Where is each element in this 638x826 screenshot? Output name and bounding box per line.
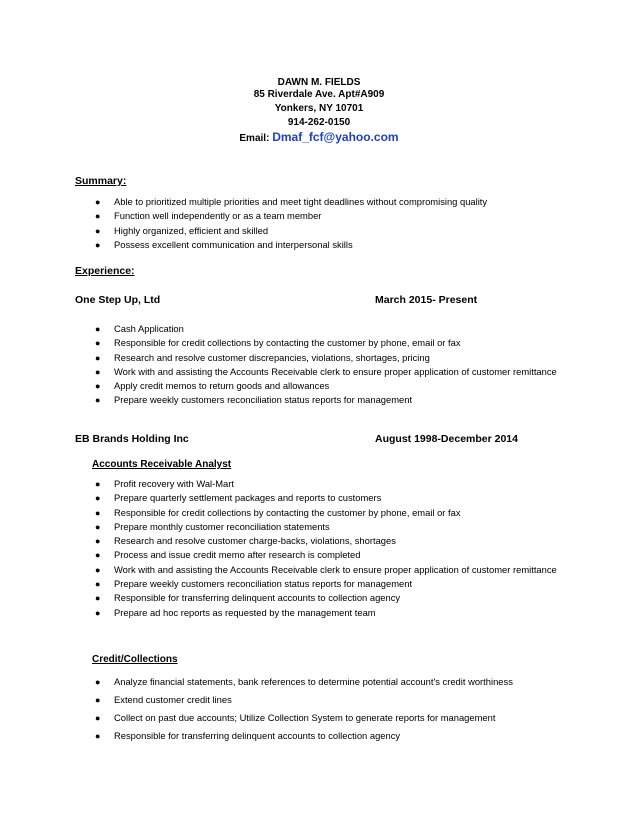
list-item: ● Analyze financial statements, bank references to determine potential account's credit worthiness xyxy=(92,673,562,691)
role-duties-list xyxy=(92,673,562,745)
list-item: ● Prepare quarterly settlement packages and reports to customers xyxy=(92,491,562,505)
list-item: ● Prepare monthly customer reconciliation statements xyxy=(92,520,562,534)
bullet-icon: ● xyxy=(95,352,101,363)
list-item: ● Responsible for credit collections by contacting the customer by phone, email or fax xyxy=(92,336,562,350)
experience-heading: Experience: xyxy=(75,265,135,277)
bullet-icon: ● xyxy=(95,225,101,236)
bullet-icon: ● xyxy=(95,593,101,604)
bullet-icon: ● xyxy=(95,536,101,547)
bullet-icon: ● xyxy=(95,479,101,489)
summary-heading: Summary: xyxy=(75,175,127,187)
list-item: ● Responsible for credit collections by contacting the customer by phone, email or fax xyxy=(92,506,562,520)
bullet-icon: ● xyxy=(95,713,101,723)
bullet-icon: ● xyxy=(95,521,101,532)
bullet-icon: ● xyxy=(95,564,101,575)
contact-name: DAWN M. FIELDS xyxy=(277,77,361,88)
contact-address: 85 Riverdale Ave. Apt#A909 xyxy=(253,89,385,100)
summary-list xyxy=(92,195,562,252)
bullet-icon: ● xyxy=(95,607,101,618)
list-item: ● Work with and assisting the Accounts Receivable clerk to ensure proper application of customer remittance xyxy=(92,365,562,379)
bullet-icon: ● xyxy=(95,381,101,392)
list-item: ● Able to prioritized multiple priorities and meet tight deadlines without compromising quality xyxy=(92,195,562,209)
bullet-icon: ● xyxy=(95,731,101,741)
bullet-icon: ● xyxy=(95,550,101,561)
bullet-icon: ● xyxy=(95,324,101,334)
list-item: ● Apply credit memos to return goods and allowances xyxy=(92,379,562,393)
bullet-icon: ● xyxy=(95,579,101,590)
bullet-icon: ● xyxy=(95,338,101,349)
list-item: ● Collect on past due accounts; Utilize Collection System to generate reports for management xyxy=(92,709,562,727)
list-item: ● Process and issue credit memo after research is completed xyxy=(92,548,562,562)
role-duties-list xyxy=(92,477,562,620)
list-item: ● Function well independently or as a team member xyxy=(92,209,562,223)
list-item: ● Possess excellent communication and interpersonal skills xyxy=(92,238,562,252)
role-title: Accounts Receivable Analyst xyxy=(92,459,232,470)
bullet-icon: ● xyxy=(95,695,101,705)
list-item: ● Research and resolve customer charge-backs, violations, shortages xyxy=(92,534,562,548)
list-item: ● Prepare ad hoc reports as requested by the management team xyxy=(92,606,562,620)
bullet-icon: ● xyxy=(95,211,101,222)
email-link[interactable]: Dmaf_fcf@yahoo.com xyxy=(272,130,399,144)
bullet-icon: ● xyxy=(95,366,101,377)
list-item: ● Highly organized, efficient and skilled xyxy=(92,224,562,238)
list-item: ● Prepare weekly customers reconciliation status reports for management xyxy=(92,393,562,407)
bullet-icon: ● xyxy=(95,395,101,406)
company-name: One Step Up, Ltd xyxy=(75,294,161,306)
list-item: ● Profit recovery with Wal-Mart xyxy=(92,477,562,491)
contact-email-line xyxy=(0,131,638,145)
bullet-icon: ● xyxy=(95,677,101,687)
list-item: ● Research and resolve customer discrepancies, violations, shortages, pricing xyxy=(92,351,562,365)
list-item: ● Responsible for transferring delinquent accounts to collection agency xyxy=(92,727,562,745)
role-title: Credit/Collections xyxy=(92,654,178,665)
job-duties-list xyxy=(92,322,562,408)
bullet-icon: ● xyxy=(95,197,101,207)
list-item: ● Extend customer credit lines xyxy=(92,691,562,709)
list-item: ● Work with and assisting the Accounts Receivable clerk to ensure proper application of customer remittance xyxy=(92,563,562,577)
contact-phone: 914-262-0150 xyxy=(287,117,351,128)
company-name: EB Brands Holding Inc xyxy=(75,433,189,445)
list-item: ● Cash Application xyxy=(92,322,562,336)
bullet-icon: ● xyxy=(95,507,101,518)
email-label: Email: xyxy=(239,133,273,144)
list-item: ● Responsible for transferring delinquent accounts to collection agency xyxy=(92,591,562,605)
bullet-icon: ● xyxy=(95,239,101,250)
list-item: ● Prepare weekly customers reconciliation status reports for management xyxy=(92,577,562,591)
job-dates: March 2015- Present xyxy=(375,294,478,306)
contact-city: Yonkers, NY 10701 xyxy=(274,103,364,114)
bullet-icon: ● xyxy=(95,493,101,504)
job-dates: August 1998-December 2014 xyxy=(375,433,518,445)
